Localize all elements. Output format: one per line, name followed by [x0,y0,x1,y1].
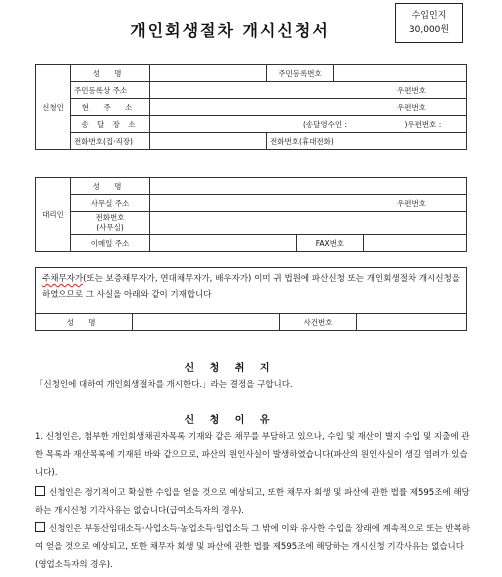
agent-phone-label [71,212,150,235]
email-field[interactable] [150,235,297,252]
delivery-recipient-label: (송달영수인 : [303,119,348,129]
email-label: 이메일 주소 [71,235,150,252]
office-address-field[interactable] [150,195,467,212]
applicant-rrn-label: 주민등록번호 [267,65,334,82]
stamp-amount: 30,000원 [408,25,450,35]
applicant-name-label: 성 명 [71,65,150,82]
reg-address-label: 주민등록상 주소 [71,82,150,99]
agent-table [35,177,467,252]
stamp-label: 수입인지 [411,11,447,21]
fax-label: FAX번호 [297,235,364,252]
fax-field[interactable] [364,235,467,252]
postal-label-1: 우편번호 [397,85,426,95]
revenue-stamp-box [395,3,463,43]
reason-p3-text: 신청인은 부동산임대소득·사업소득·농업소득·임업소득 그 밖에 이와 유사한 수입을 장래에 계속적으로 또는 반복하여 얻을 것으로 예상되고, 또한 채무자 회생 및 파산에 관한 법률 제595조에 해당하는 개시신청 기각사유는 없습니다(영업소득자의 경우). [35,524,471,570]
related-case-table [35,313,467,331]
applicant-name-field[interactable] [150,65,267,82]
agent-postal-label: 우편번호 [397,198,426,208]
document-title: 개인회생절차 개시신청서 [130,21,330,40]
home-phone-label: 전화번호(집·직장) [71,133,150,150]
agent-name-field[interactable] [150,178,467,195]
office-address-label: 사무실 주소 [71,195,150,212]
notice-highlight: 주채무자가 [42,274,84,284]
related-name-label: 성 명 [36,314,133,331]
applicant-section-label: 신청인 [36,65,71,150]
reg-address-field[interactable] [150,82,467,99]
postal-label-2: 우편번호 [397,102,426,112]
related-case-notice [35,267,467,313]
notice-text: (또는 보증채무자가, 연대채무자가, 배우자가) 이미 귀 법원에 파산신청 또는 개인회생절차 개시신청을 하였으므로 그 사실을 아래와 같이 기재합니다 [42,274,460,300]
delivery-place-label: 송 달 장 소 [71,116,150,133]
agent-phone-sub: (사무실) [96,223,124,232]
current-address-label: 현 주 소 [71,99,150,116]
checkbox-salary-income[interactable] [35,486,45,496]
reason-paragraph-1: 1. 신청인은, 첨부한 개인회생채권자목록 기재와 같은 채무를 부담하고 있으나, 수입 및 재산이 별지 수입 및 지출에 관한 목록과 재산목록에 기재된 바와 같으므로, 파산의 원인사실이 발생하였습니다(파산의 원인사실이 생길 염려가 있습니다). [35,432,470,478]
reason-paragraph-3 [35,520,475,574]
delivery-postal-label: )우편번호 : [404,119,442,129]
purpose-heading: 신 청 취 지 [184,363,276,374]
case-number-field[interactable] [357,314,467,331]
applicant-table [35,64,467,150]
checkbox-business-income[interactable] [35,522,45,532]
applicant-rrn-field[interactable] [334,65,467,82]
home-phone-field[interactable] [150,133,267,150]
reason-paragraph-2 [35,484,475,520]
agent-section-label: 대리인 [36,178,71,252]
agent-phone-field[interactable] [150,212,467,235]
purpose-text: 「신청인에 대하여 개인회생절차를 개시한다.」라는 결정을 구합니다. [35,380,293,390]
case-number-label: 사건번호 [280,314,357,331]
agent-name-label: 성 명 [71,178,150,195]
delivery-place-field[interactable] [150,116,467,133]
reason-heading: 신 청 이 유 [184,415,276,426]
mobile-phone-row[interactable] [267,133,467,150]
related-name-field[interactable] [133,314,280,331]
mobile-phone-label: 전화번호(휴대전화) [270,136,334,146]
current-address-field[interactable] [150,99,467,116]
reason-p2-text: 신청인은 정기적이고 확실한 수입을 얻을 것으로 예상되고, 또한 채무자 회생 및 파산에 관한 법률 제595조에 해당하는 개시신청 기각사유는 없습니다(급여소득자의 경우). [35,488,470,516]
agent-phone-text: 전화번호 [95,213,125,222]
